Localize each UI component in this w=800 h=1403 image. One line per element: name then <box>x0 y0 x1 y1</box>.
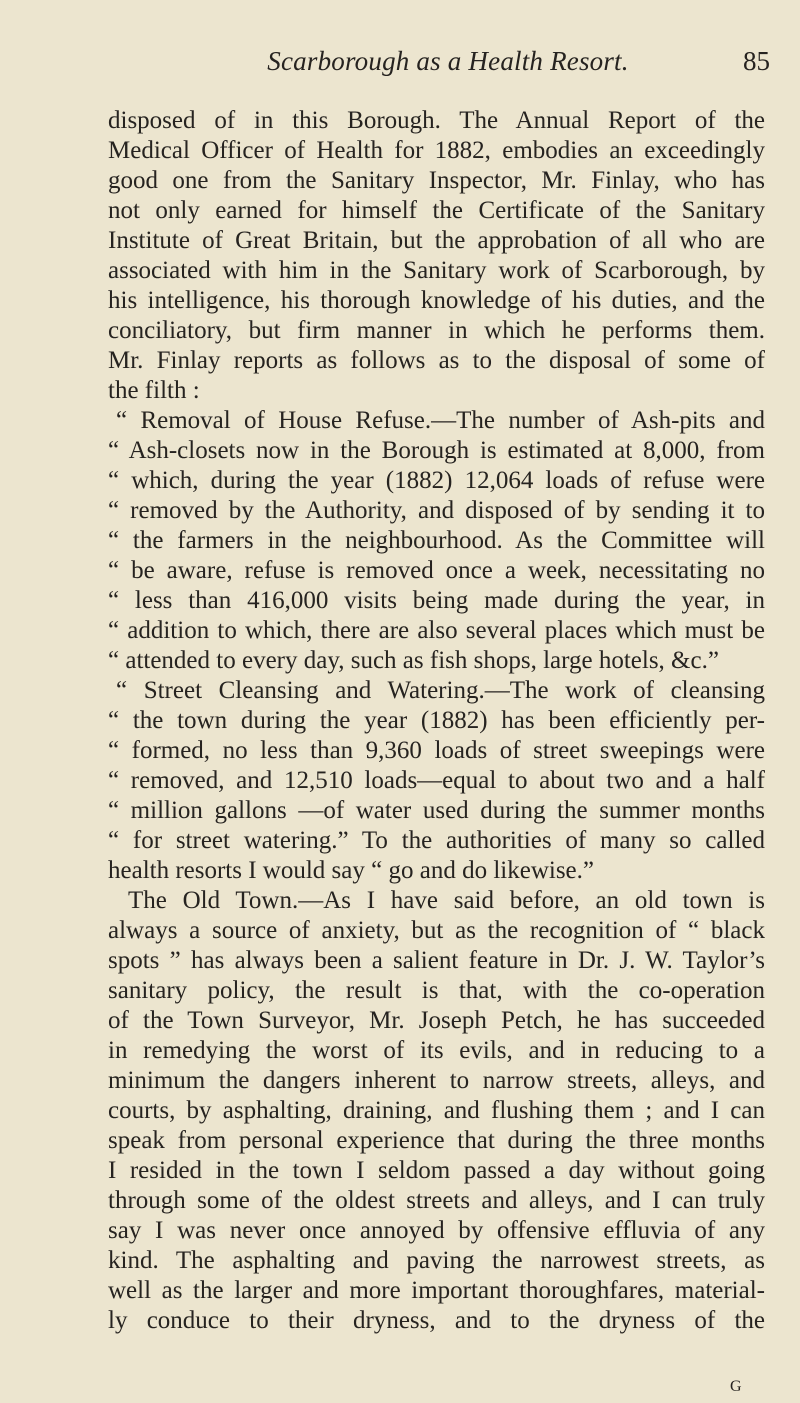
text-line: “ addition to which, there are also several places which must be <box>108 617 765 644</box>
text-line: “ the town during the year (1882) has been efficiently per- <box>108 707 765 734</box>
text-line: health resorts I would say “ go and do likewise.” <box>108 857 594 884</box>
text-line: The Old Town.—As I have said before, an old town is <box>128 887 765 914</box>
text-line: ly conduce to their dryness, and to the dryness of the <box>108 1307 765 1334</box>
text-line: “ removed, and 12,510 loads—equal to about two and a half <box>108 767 765 794</box>
text-line: of the Town Surveyor, Mr. Joseph Petch, he has succeeded <box>108 1007 765 1034</box>
text-line: always a source of anxiety, but as the recognition of “ black <box>108 917 765 944</box>
text-line: “ formed, no less than 9,360 loads of street sweepings were <box>108 737 765 764</box>
page-number: 85 <box>743 46 770 76</box>
text-line: I resided in the town I seldom passed a day without going <box>108 1157 765 1184</box>
text-line: kind. The asphalting and paving the narrowest streets, as <box>108 1247 765 1274</box>
text-line: “ million gallons —of water used during the summer months <box>108 797 765 824</box>
text-line: sanitary policy, the result is that, with the co-operation <box>108 977 765 1004</box>
text-line: conciliatory, but firm manner in which he performs them. <box>108 317 765 344</box>
running-title: Scarborough as a Health Resort. <box>267 46 629 76</box>
text-line: well as the larger and more important thoroughfares, material- <box>108 1277 765 1304</box>
text-line: spots ” has always been a salient feature in Dr. J. W. Taylor’s <box>108 947 765 974</box>
text-line: “ Removal of House Refuse.—The number of Ash-pits and <box>116 407 765 434</box>
text-line: courts, by asphalting, draining, and flushing them ; and I can <box>108 1097 765 1124</box>
text-line: say I was never once annoyed by offensive effluvia of any <box>108 1217 765 1244</box>
text-line: good one from the Sanitary Inspector, Mr. Finlay, who has <box>108 167 765 194</box>
text-line: disposed of in this Borough. The Annual Report of the <box>108 107 765 134</box>
text-line: “ be aware, refuse is removed once a week, necessitating no <box>108 557 765 584</box>
text-line: the filth : <box>108 377 200 404</box>
text-line: “ less than 416,000 visits being made during the year, in <box>108 587 765 614</box>
running-head <box>0 46 800 86</box>
signature-mark: G <box>730 1378 742 1395</box>
text-line: “ which, during the year (1882) 12,064 loads of refuse were <box>108 467 765 494</box>
text-line: associated with him in the Sanitary work of Scarborough, by <box>108 257 765 284</box>
text-line: in remedying the worst of its evils, and in reducing to a <box>108 1037 765 1064</box>
text-line: through some of the oldest streets and alleys, and I can truly <box>108 1187 765 1214</box>
text-line: Institute of Great Britain, but the approbation of all who are <box>108 227 765 254</box>
text-line: speak from personal experience that during the three months <box>108 1127 765 1154</box>
text-line: “ Ash-closets now in the Borough is estimated at 8,000, from <box>108 437 765 464</box>
text-line: “ the farmers in the neighbourhood. As the Committee will <box>108 527 765 554</box>
text-line: “ for street watering.” To the authorities of many so called <box>108 827 765 854</box>
text-line: minimum the dangers inherent to narrow streets, alleys, and <box>108 1067 765 1094</box>
text-line: “ removed by the Authority, and disposed of by sending it to <box>108 497 765 524</box>
text-line: “ attended to every day, such as fish shops, large hotels, &c.” <box>108 647 719 674</box>
text-line: not only earned for himself the Certificate of the Sanitary <box>108 197 765 224</box>
text-line: “ Street Cleansing and Watering.—The work of cleansing <box>116 677 765 704</box>
text-line: Medical Officer of Health for 1882, embodies an exceedingly <box>108 137 765 164</box>
text-line: Mr. Finlay reports as follows as to the disposal of some of <box>108 347 765 374</box>
text-line: his intelligence, his thorough knowledge of his duties, and the <box>108 287 765 314</box>
